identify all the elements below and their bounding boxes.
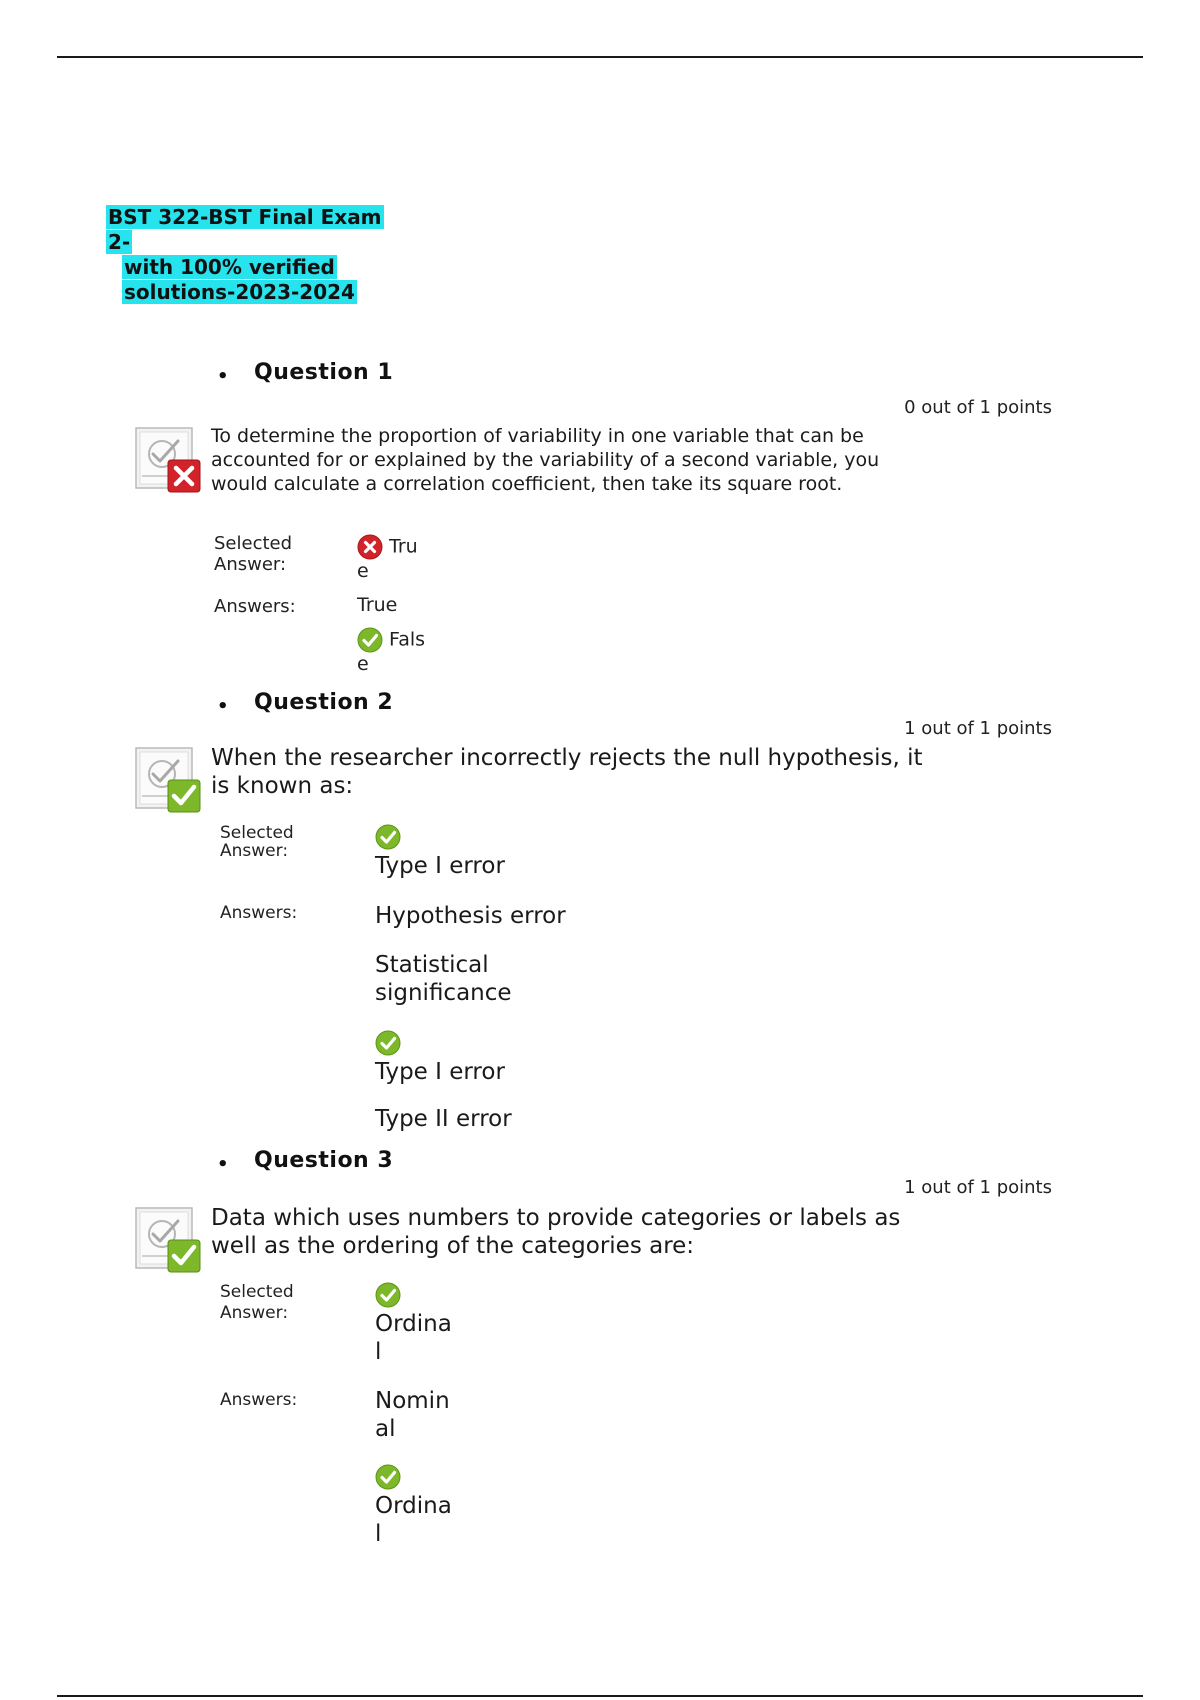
correct-check-icon [375,1030,401,1056]
answer-line: Nomin [375,1388,450,1414]
bullet: • [217,696,229,717]
selected-answer-line: Type I error [375,853,505,879]
answer-line: e [357,653,369,675]
bottom-rule [57,1695,1143,1697]
answer-line: l [375,1521,382,1547]
correct-check-icon [375,1464,401,1490]
selected-label-line: Selected [220,823,294,843]
answer-line: Type II error [375,1106,512,1132]
selected-label-line: Selected [220,1282,294,1302]
question-incorrect-icon [134,424,204,494]
selected-answer-value [357,534,418,583]
question-correct-icon [134,1204,204,1274]
question-text-line: Data which uses numbers to provide categories or labels as [211,1205,901,1231]
answer-option [375,1387,450,1443]
selected-answer-line: Tru [389,535,418,558]
points-label: 1 out of 1 points [904,718,1052,739]
answer-option [375,951,512,1007]
selected-label-line: Answer: [220,841,289,861]
question-text [211,744,991,800]
answer-line: Type I error [375,1059,505,1085]
answers-label: Answers: [214,596,296,617]
selected-answer-line: Ordina [375,1311,452,1337]
answer-option [357,594,397,617]
answer-line: True [357,594,398,616]
points-label: 1 out of 1 points [904,1177,1052,1198]
answer-line: Hypothesis error [375,903,566,929]
answers-label: Answers: [220,903,298,923]
question-text [211,1204,991,1260]
question-text-line: When the researcher incorrectly rejects the null hypothesis, it [211,745,923,771]
title-line-1: BST 322-BST Final Exam 2- [108,205,382,254]
selected-label-line: Answer: [220,1303,289,1323]
correct-check-icon [375,824,401,850]
selected-answer-label [220,1282,294,1323]
question-heading: Question 1 [254,360,394,385]
answers-label: Answers: [220,1390,298,1410]
correct-check-icon [357,627,383,653]
bullet: • [217,366,229,387]
answer-option-correct [375,1462,452,1548]
question-heading: Question 2 [254,690,394,715]
answer-option-correct [375,1028,505,1086]
points-label: 0 out of 1 points [904,397,1052,418]
selected-answer-label [220,823,294,861]
question-text [211,424,971,496]
title-line-2: with 100% verified [124,255,335,279]
selected-answer-value [375,822,505,880]
answer-line: al [375,1416,396,1442]
selected-answer-value [375,1280,452,1366]
answer-option-correct [357,627,425,676]
question-text-line: well as the ordering of the categories are: [211,1233,695,1259]
question-heading: Question 3 [254,1148,394,1173]
question-text-line: accounted for or explained by the variability of a second variable, you [211,449,880,471]
question-text-line: is known as: [211,773,354,799]
answer-option [375,1105,512,1133]
selected-label-line: Answer: [214,554,287,575]
selected-answer-line: e [357,560,369,582]
answer-option [375,902,566,930]
question-text-line: To determine the proportion of variability in one variable that can be [211,425,864,447]
top-rule [57,56,1143,58]
document-title [106,205,396,305]
title-line-3: solutions-2023-2024 [124,280,355,304]
answer-line: Ordina [375,1493,452,1519]
selected-answer-label [214,533,292,575]
bullet: • [217,1154,229,1175]
correct-check-icon [375,1282,401,1308]
answer-line: Statistical [375,952,489,978]
question-text-line: would calculate a correlation coefficient, then take its square root. [211,473,843,495]
answer-line: significance [375,980,512,1006]
incorrect-x-icon [357,534,383,560]
question-correct-icon [134,744,204,814]
answer-line: Fals [389,628,426,651]
selected-answer-line: l [375,1339,382,1365]
selected-label-line: Selected [214,533,293,554]
